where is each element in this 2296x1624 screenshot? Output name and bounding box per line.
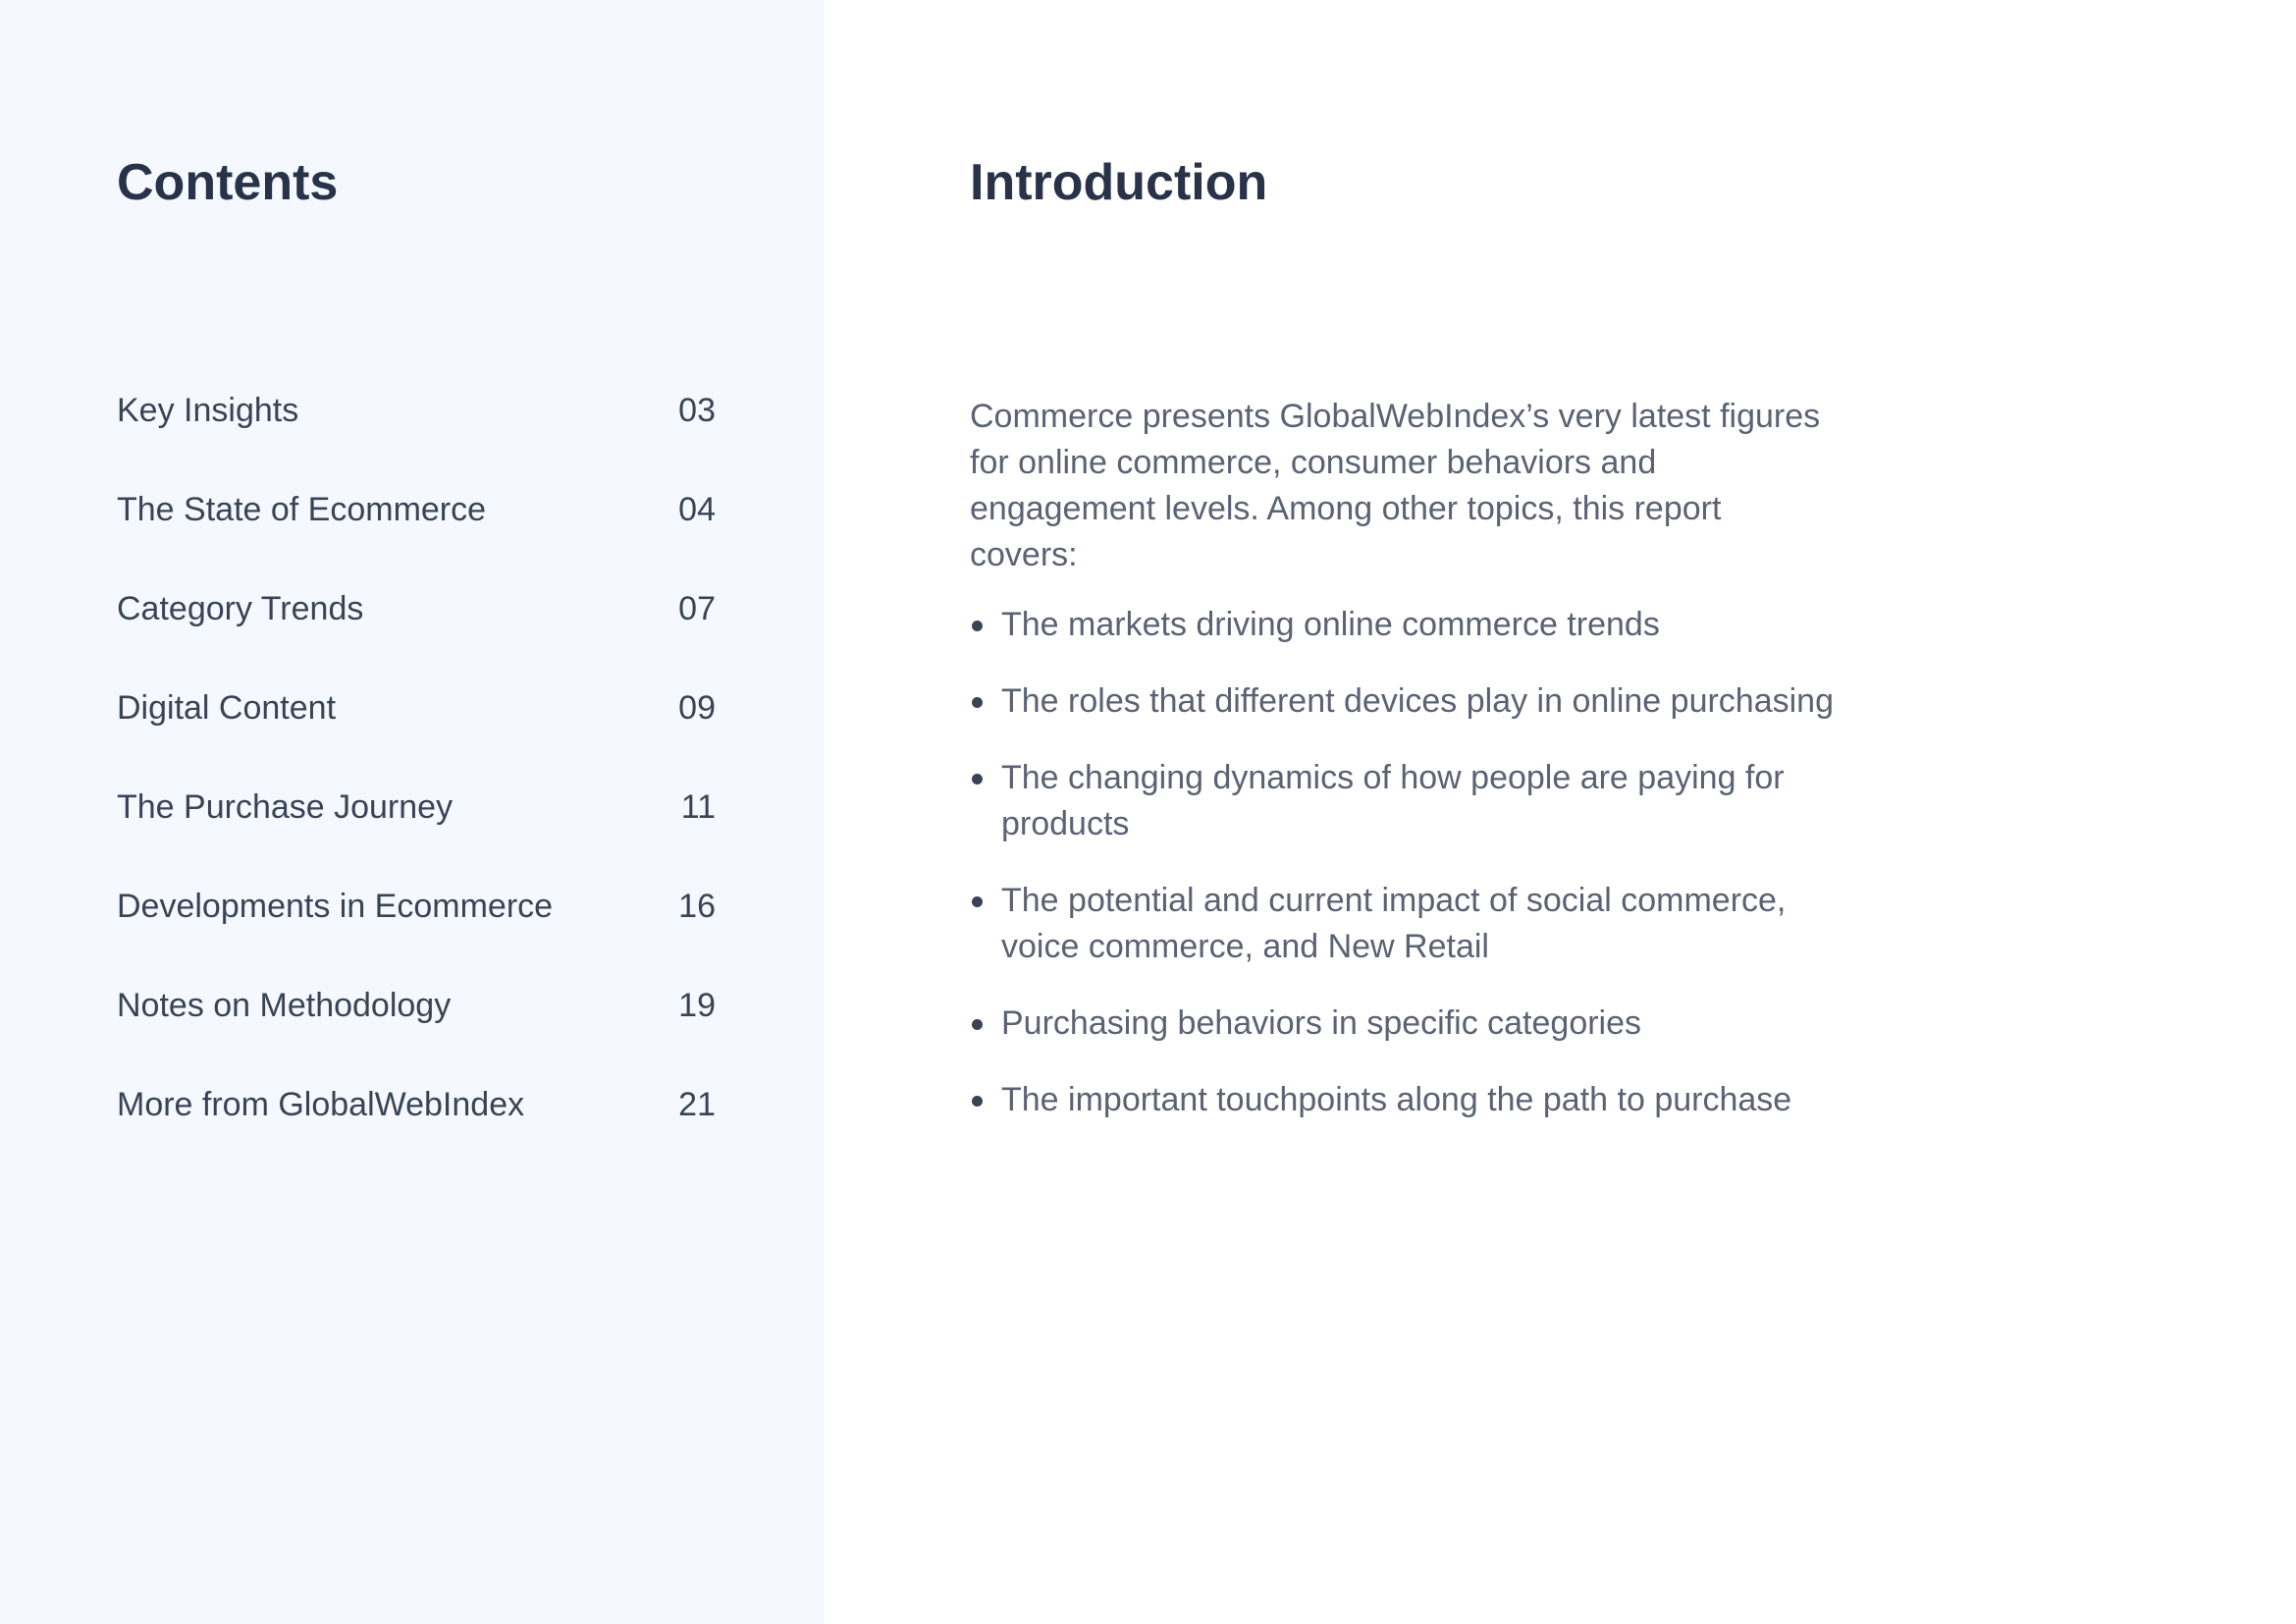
toc-item-label: Digital Content (117, 689, 337, 727)
toc-item-label: The State of Ecommerce (117, 491, 487, 528)
table-of-contents (117, 391, 716, 1184)
toc-item-page: 11 (680, 788, 716, 826)
bullet-dot-icon (972, 697, 983, 708)
toc-item-label: Notes on Methodology (117, 987, 452, 1024)
toc-item-label: Key Insights (117, 392, 299, 429)
introduction-paragraph: Commerce presents GlobalWebIndex’s very latest figures for online commerce, consumer behaviors and engagement levels. Among other topics, this report covers: (970, 398, 1821, 573)
toc-item-label: Developments in Ecommerce (117, 888, 554, 925)
list-item-text: The potential and current impact of social commerce, voice commerce, and New Retail (1001, 882, 1787, 965)
bullet-dot-icon (972, 1019, 983, 1030)
list-item-text: Purchasing behaviors in specific categories (1001, 1004, 1642, 1042)
bullet-dot-icon (972, 896, 983, 907)
toc-item-page: 19 (678, 987, 716, 1024)
topics-list (970, 602, 1834, 1123)
toc-item-state-of-ecommerce[interactable] (117, 490, 716, 589)
introduction-title: Introduction (970, 154, 1268, 211)
toc-item-page: 03 (678, 392, 716, 429)
list-item-text: The markets driving online commerce trends (1001, 606, 1660, 643)
bullet-dot-icon (972, 774, 983, 785)
toc-item-purchase-journey[interactable] (117, 787, 716, 887)
list-item-text: The important touchpoints along the path to purchase (1001, 1081, 1792, 1118)
bullet-dot-icon (972, 1096, 983, 1107)
toc-item-more-from-gwi[interactable] (117, 1085, 716, 1184)
toc-item-label: More from GlobalWebIndex (117, 1086, 525, 1123)
toc-item-page: 09 (678, 689, 716, 727)
list-item (970, 678, 1834, 725)
toc-item-label: Category Trends (117, 590, 364, 627)
bullet-dot-icon (972, 621, 983, 631)
introduction-body (970, 394, 1834, 1154)
list-item-text: The roles that different devices play in online purchasing (1001, 682, 1834, 720)
contents-panel (0, 0, 825, 1624)
toc-item-page: 04 (678, 491, 716, 528)
list-item-text: The changing dynamics of how people are paying for products (1001, 759, 1785, 842)
toc-item-methodology[interactable] (117, 986, 716, 1085)
toc-item-page: 07 (678, 590, 716, 627)
toc-item-category-trends[interactable] (117, 589, 716, 688)
list-item (970, 755, 1834, 847)
list-item (970, 878, 1834, 970)
list-item (970, 602, 1834, 648)
toc-item-key-insights[interactable] (117, 391, 716, 490)
toc-item-developments[interactable] (117, 887, 716, 986)
list-item (970, 1077, 1834, 1123)
toc-item-label: The Purchase Journey (117, 788, 454, 826)
contents-title: Contents (117, 154, 339, 211)
list-item (970, 1001, 1834, 1047)
toc-item-page: 16 (678, 888, 716, 925)
toc-item-page: 21 (678, 1086, 716, 1123)
toc-item-digital-content[interactable] (117, 688, 716, 787)
